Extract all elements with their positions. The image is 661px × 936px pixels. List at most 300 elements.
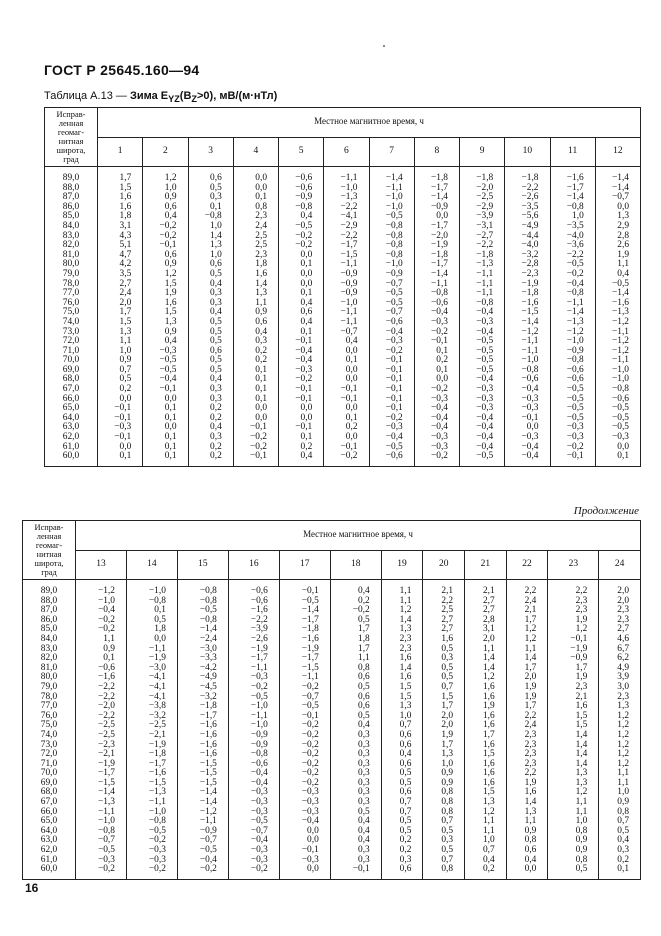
table-cell: 0,7 xyxy=(441,816,454,827)
latitude-value: 62,0 xyxy=(62,432,80,443)
table-cell: −0,4 xyxy=(295,355,313,366)
table-cell: −0,3 xyxy=(159,345,177,356)
table-cell: −1,1 xyxy=(340,307,358,318)
table-cell: 0,0 xyxy=(255,173,267,183)
table-cell: 0,4 xyxy=(210,422,222,433)
table-cell: 2,0 xyxy=(617,595,629,606)
hour-header: 15 xyxy=(177,550,228,580)
table-cell: 0,2 xyxy=(210,412,222,423)
table-cell: −0,2 xyxy=(301,720,319,731)
table-cell: 0,1 xyxy=(164,403,177,414)
table-cell: 0,0 xyxy=(436,211,448,222)
table-cell: 0,0 xyxy=(345,374,358,385)
latitude-value: 87,0 xyxy=(62,192,80,203)
table-cell: 1,4 xyxy=(524,797,537,808)
table-cell: 0,7 xyxy=(441,681,454,692)
table-cell: 0,1 xyxy=(154,605,166,616)
table-cell: 0,0 xyxy=(524,864,537,875)
table-cell: 1,9 xyxy=(441,729,454,740)
hour-header-row xyxy=(23,550,641,580)
table-cell: −0,1 xyxy=(159,384,177,395)
table-cell: −1,0 xyxy=(340,297,358,308)
table-hours-1-12 xyxy=(44,107,641,467)
table-cell: 0,9 xyxy=(441,777,454,788)
table-cell: 0,3 xyxy=(358,758,370,769)
table-cell: −0,9 xyxy=(250,739,268,750)
table-cell: 1,4 xyxy=(399,662,412,673)
table-cell: 0,5 xyxy=(358,710,370,721)
table-cell: 0,4 xyxy=(358,720,370,731)
table-cell: −0,8 xyxy=(566,355,584,366)
table-cell: 0,8 xyxy=(441,797,454,808)
table-cell: −4,2 xyxy=(199,662,217,673)
latitude-value: 70,0 xyxy=(62,355,80,366)
latitude-value: 83,0 xyxy=(62,230,80,241)
table-cell: 1,1 xyxy=(399,586,412,596)
table-cell: 1,1 xyxy=(119,336,132,347)
table-cell: −0,1 xyxy=(385,374,403,385)
table-cell: 0,3 xyxy=(358,777,370,788)
table-cell: 0,7 xyxy=(399,720,412,731)
table-cell: −0,5 xyxy=(611,403,629,414)
table-cell: 1,0 xyxy=(164,182,177,193)
table-cell: 1,2 xyxy=(164,268,177,279)
table-cell: 0,3 xyxy=(210,393,222,404)
table-cell: −1,8 xyxy=(301,624,319,635)
table-cell: −1,0 xyxy=(250,701,268,712)
table-cell: −0,6 xyxy=(385,316,403,327)
table-cell: 0,1 xyxy=(300,432,313,443)
table-cell: −3,3 xyxy=(199,653,217,664)
table-cell: 4,6 xyxy=(617,633,629,644)
hour-header: 22 xyxy=(506,550,548,580)
hour-header: 20 xyxy=(423,550,465,580)
table-cell: 0,5 xyxy=(358,681,370,692)
table-cell: 0,9 xyxy=(164,192,177,203)
table-cell: 0,6 xyxy=(524,845,537,856)
table-cell: 1,7 xyxy=(524,701,537,712)
table-cell: −1,4 xyxy=(521,316,539,327)
latitude-value: 75,0 xyxy=(40,720,58,731)
table-cell: 1,9 xyxy=(164,288,177,299)
table-cell: 0,0 xyxy=(307,825,319,836)
table-cell: −0,1 xyxy=(114,403,132,414)
table-cell: 0,9 xyxy=(441,768,454,779)
table-cell: 1,6 xyxy=(482,768,495,779)
table-cell: 1,4 xyxy=(482,662,495,673)
table-cell: −1,6 xyxy=(566,173,584,183)
table-cell: 2,7 xyxy=(482,605,495,616)
table-cell: 0,1 xyxy=(255,384,267,395)
table-cell: 0,3 xyxy=(358,739,370,750)
table-cell: −2,1 xyxy=(148,729,166,740)
table-cell: −0,2 xyxy=(430,326,448,337)
table-cell: −1,3 xyxy=(566,316,584,327)
table-cell: 0,4 xyxy=(358,586,370,596)
table-cell: −1,4 xyxy=(566,192,584,203)
table-cell: −2,7 xyxy=(476,230,494,241)
table-cell: −1,0 xyxy=(97,595,115,606)
table-cell: −0,9 xyxy=(340,288,358,299)
table-cell: −0,3 xyxy=(301,797,319,808)
caption-mid: (B xyxy=(179,90,192,102)
table-cell: −1,4 xyxy=(97,787,115,798)
table-cell: 1,4 xyxy=(575,739,588,750)
table-cell: −2,2 xyxy=(250,614,268,625)
table-cell: −0,4 xyxy=(521,441,539,452)
table-cell: −1,3 xyxy=(97,797,115,808)
table-cell: 0,6 xyxy=(358,672,370,683)
table-cell: 0,6 xyxy=(358,701,370,712)
value-column xyxy=(228,580,279,880)
table-cell: 1,4 xyxy=(255,278,267,289)
hour-header: 2 xyxy=(143,137,188,167)
table-caption xyxy=(44,90,277,104)
table-cell: 0,1 xyxy=(300,259,313,270)
table-cell: −0,4 xyxy=(295,345,313,356)
table-cell: 1,3 xyxy=(482,797,495,808)
table-cell: −0,3 xyxy=(250,854,268,865)
table-cell: 0,5 xyxy=(119,374,132,385)
table-cell: −0,1 xyxy=(301,586,319,596)
table-cell: −0,4 xyxy=(250,835,268,846)
table-cell: 0,2 xyxy=(617,854,629,865)
table-cell: −0,6 xyxy=(250,595,268,606)
table-cell: −0,2 xyxy=(301,729,319,740)
table-cell: −4,1 xyxy=(148,672,166,683)
table-cell: −0,4 xyxy=(476,441,494,452)
table-cell: −3,9 xyxy=(250,624,268,635)
table-cell: −1,8 xyxy=(521,173,539,183)
table-cell: −0,2 xyxy=(301,749,319,760)
table-cell: 1,5 xyxy=(575,720,588,731)
table-cell: 0,4 xyxy=(399,749,412,760)
table-cell: −0,8 xyxy=(385,230,403,241)
value-column xyxy=(76,580,127,880)
table-cell: −0,6 xyxy=(97,662,115,673)
latitude-value: 63,0 xyxy=(62,422,80,433)
table-cell: 0,1 xyxy=(255,192,267,203)
table-cell: −1,8 xyxy=(430,249,448,260)
table-cell: −0,2 xyxy=(566,268,584,279)
table-cell: 1,3 xyxy=(399,701,412,712)
table-cell: −1,4 xyxy=(430,192,448,203)
latitude-value: 85,0 xyxy=(62,211,80,222)
table-cell: −2,6 xyxy=(521,192,539,203)
table-cell: −4,9 xyxy=(521,220,539,231)
latitude-value: 69,0 xyxy=(62,364,80,375)
table-cell: 1,6 xyxy=(164,297,177,308)
table-cell: 1,3 xyxy=(617,701,629,712)
table-cell: −3,8 xyxy=(148,701,166,712)
value-column xyxy=(126,580,177,880)
hour-header: 19 xyxy=(381,550,423,580)
table-cell: −1,9 xyxy=(250,643,268,654)
table-cell: 0,1 xyxy=(255,364,267,375)
latitude-value: 87,0 xyxy=(40,605,58,616)
table-cell: −1,7 xyxy=(97,768,115,779)
table-cell: 0,5 xyxy=(441,845,454,856)
table-cell: −0,8 xyxy=(199,595,217,606)
table-cell: −1,5 xyxy=(199,768,217,779)
table-cell: 1,2 xyxy=(482,806,495,817)
table-cell: −1,8 xyxy=(476,249,494,260)
table-cell: 0,6 xyxy=(210,345,222,356)
table-cell: −1,7 xyxy=(148,758,166,769)
table-cell: 4,9 xyxy=(617,662,629,673)
table-cell: 2,0 xyxy=(119,297,132,308)
table-cell: −4,0 xyxy=(521,240,539,251)
table-cell: −0,1 xyxy=(521,412,539,423)
latitude-value: 82,0 xyxy=(62,240,80,251)
table-cell: 0,3 xyxy=(358,787,370,798)
table-cell: −0,1 xyxy=(301,710,319,721)
table-cell: 2,3 xyxy=(399,633,412,644)
table-cell: −0,2 xyxy=(97,624,115,635)
value-column xyxy=(279,580,330,880)
table-cell: −1,0 xyxy=(148,806,166,817)
value-column xyxy=(595,167,640,467)
table-cell: −0,5 xyxy=(611,412,629,423)
latitude-value: 85,0 xyxy=(40,624,58,635)
table-cell: 2,3 xyxy=(399,643,412,654)
table-cell: 0,5 xyxy=(154,614,166,625)
latitude-value: 88,0 xyxy=(40,595,58,606)
table-cell: 1,3 xyxy=(399,624,412,635)
table-cell: −2,5 xyxy=(476,192,494,203)
table-cell: −1,5 xyxy=(97,777,115,788)
table-cell: −1,0 xyxy=(97,816,115,827)
table-cell: −0,4 xyxy=(566,278,584,289)
table-cell: −1,0 xyxy=(385,192,403,203)
table-cell: 1,4 xyxy=(482,653,495,664)
table-cell: −0,3 xyxy=(611,432,629,443)
table-cell: −0,5 xyxy=(148,825,166,836)
table-cell: −0,4 xyxy=(430,412,448,423)
table-cell: 2,2 xyxy=(524,710,537,721)
table-cell: 3,9 xyxy=(617,672,629,683)
table-cell: 2,7 xyxy=(119,278,132,289)
latitude-value: 71,0 xyxy=(40,758,58,769)
table-cell: 1,6 xyxy=(441,633,454,644)
table-cell: −2,3 xyxy=(521,268,539,279)
table-cell: −0,3 xyxy=(301,806,319,817)
table-cell: 1,7 xyxy=(524,662,537,673)
table-cell: 0,0 xyxy=(300,268,313,279)
table-cell: 0,5 xyxy=(441,672,454,683)
table-cell: −0,4 xyxy=(430,307,448,318)
table-cell: 2,0 xyxy=(441,720,454,731)
table-cell: 0,9 xyxy=(119,355,132,366)
table-cell: −0,1 xyxy=(295,384,313,395)
table-cell: 2,3 xyxy=(524,739,537,750)
table-cell: 0,0 xyxy=(617,441,629,452)
table-cell: 0,8 xyxy=(441,806,454,817)
table-cell: 0,1 xyxy=(164,441,177,452)
table-cell: 0,3 xyxy=(358,854,370,865)
table-cell: −1,1 xyxy=(385,182,403,193)
table-cell: 1,6 xyxy=(255,268,267,279)
table-cell: −0,1 xyxy=(385,355,403,366)
table-cell: −1,4 xyxy=(385,173,403,183)
table-cell: −0,5 xyxy=(566,384,584,395)
latitude-value: 75,0 xyxy=(62,307,80,318)
table-cell: −1,2 xyxy=(611,316,629,327)
table-cell: −2,2 xyxy=(566,249,584,260)
table-cell: −0,2 xyxy=(385,345,403,356)
table-cell: −0,2 xyxy=(340,451,358,462)
table-cell: 2,7 xyxy=(482,595,495,606)
table-cell: −1,7 xyxy=(340,240,358,251)
table-cell: 1,4 xyxy=(399,614,412,625)
table-cell: −1,1 xyxy=(611,326,629,337)
table-cell: −0,5 xyxy=(250,691,268,702)
value-column xyxy=(143,167,188,467)
table-cell: 1,0 xyxy=(210,220,222,231)
table-cell: −0,5 xyxy=(476,364,494,375)
table-cell: −1,1 xyxy=(476,278,494,289)
table-cell: −0,1 xyxy=(570,633,588,644)
table-cell: −0,5 xyxy=(385,211,403,222)
table-cell: 1,4 xyxy=(210,230,222,241)
table-cell: −0,8 xyxy=(97,825,115,836)
latitude-value: 65,0 xyxy=(62,403,80,414)
table-cell: −0,5 xyxy=(476,345,494,356)
latitude-value: 67,0 xyxy=(40,797,58,808)
latitude-value: 64,0 xyxy=(40,825,58,836)
table-cell: 0,5 xyxy=(358,806,370,817)
table-cell: −0,3 xyxy=(301,787,319,798)
table-cell: 1,7 xyxy=(119,307,132,318)
table-cell: 1,2 xyxy=(575,624,588,635)
table-cell: −1,3 xyxy=(340,192,358,203)
hour-header: 1 xyxy=(98,137,143,167)
table-cell: −4,0 xyxy=(566,230,584,241)
table-cell: 0,0 xyxy=(119,441,132,452)
table-cell: −0,1 xyxy=(295,393,313,404)
table-cell: 0,7 xyxy=(617,816,629,827)
table-cell: −0,5 xyxy=(476,451,494,462)
table-cell: −0,5 xyxy=(301,595,319,606)
latitude-value: 73,0 xyxy=(62,326,80,337)
table-cell: −0,1 xyxy=(249,451,267,462)
table-cell: 0,1 xyxy=(103,653,115,664)
table-cell: −1,4 xyxy=(611,182,629,193)
lat-header xyxy=(23,521,76,580)
table-cell: 0,1 xyxy=(119,451,132,462)
table-cell: −1,0 xyxy=(566,336,584,347)
latitude-value: 76,0 xyxy=(40,710,58,721)
table-cell: −0,5 xyxy=(566,403,584,414)
table-cell: 1,5 xyxy=(119,316,132,327)
table-cell: 1,9 xyxy=(617,249,629,260)
table-cell: −0,2 xyxy=(385,412,403,423)
value-column xyxy=(330,580,381,880)
table-cell: 0,1 xyxy=(617,451,629,462)
table-cell: 2,5 xyxy=(255,230,267,241)
table-cell: 1,4 xyxy=(575,729,588,740)
latitude-value: 89,0 xyxy=(62,173,80,183)
table-cell: 0,0 xyxy=(255,403,267,414)
hour-header: 8 xyxy=(414,137,459,167)
table-cell: 0,5 xyxy=(210,326,222,337)
table-cell: −1,7 xyxy=(301,653,319,664)
table-cell: −0,7 xyxy=(385,307,403,318)
hour-header: 7 xyxy=(369,137,414,167)
table-cell: −0,2 xyxy=(301,777,319,788)
table-cell: 3,1 xyxy=(119,220,132,231)
table-cell: 0,0 xyxy=(345,432,358,443)
latitude-value: 60,0 xyxy=(62,451,80,462)
table-cell: 1,9 xyxy=(524,777,537,788)
table-cell: 1,9 xyxy=(524,681,537,692)
table-cell: −3,9 xyxy=(476,211,494,222)
table-cell: 2,4 xyxy=(255,220,267,231)
table-cell: −0,6 xyxy=(521,374,539,385)
table-cell: −0,1 xyxy=(385,384,403,395)
table-cell: −0,5 xyxy=(385,441,403,452)
table-cell: 1,6 xyxy=(399,672,412,683)
table-cell: −1,1 xyxy=(340,173,358,183)
table-cell: 0,2 xyxy=(436,355,448,366)
table-cell: 2,8 xyxy=(482,614,495,625)
table-cell: 2,7 xyxy=(617,624,629,635)
table-cell: −1,2 xyxy=(611,345,629,356)
table-cell: −0,1 xyxy=(352,864,370,875)
table-cell: −0,3 xyxy=(521,393,539,404)
table-cell: −0,7 xyxy=(301,691,319,702)
table-cell: −1,1 xyxy=(148,643,166,654)
table-cell: 0,4 xyxy=(617,835,629,846)
table-cell: 0,4 xyxy=(482,854,495,865)
caption-label: Таблица А.13 — xyxy=(44,90,130,102)
table-cell: −0,8 xyxy=(199,614,217,625)
table-cell: 2,2 xyxy=(441,595,454,606)
table-cell: 1,7 xyxy=(482,729,495,740)
table-cell: −1,6 xyxy=(250,605,268,616)
table-cell: 1,9 xyxy=(575,672,588,683)
table-cell: 1,8 xyxy=(255,259,267,270)
latitude-value: 71,0 xyxy=(62,345,80,356)
table-cell: 0,6 xyxy=(358,691,370,702)
caption-sub: YZ xyxy=(168,94,180,105)
table-cell: 0,3 xyxy=(358,729,370,740)
table-cell: −1,8 xyxy=(430,173,448,183)
table-cell: 0,5 xyxy=(441,643,454,654)
table-cell: 2,8 xyxy=(617,230,629,241)
table-cell: 2,5 xyxy=(441,605,454,616)
table-cell: 0,5 xyxy=(399,768,412,779)
table-cell: −1,6 xyxy=(199,729,217,740)
table-cell: −0,3 xyxy=(430,393,448,404)
table-cell: 0,0 xyxy=(255,182,267,193)
table-cell: 2,0 xyxy=(617,586,629,596)
table-cell: 1,2 xyxy=(164,173,177,183)
table-cell: 0,6 xyxy=(210,259,222,270)
latitude-value: 77,0 xyxy=(40,701,58,712)
table-cell: 4,7 xyxy=(119,249,132,260)
table-cell: 0,7 xyxy=(119,364,132,375)
latitude-value: 78,0 xyxy=(62,278,80,289)
table-cell: −2,6 xyxy=(250,633,268,644)
table-cell: 1,6 xyxy=(482,758,495,769)
table-cell: −0,5 xyxy=(250,816,268,827)
hour-header: 14 xyxy=(126,550,177,580)
table-cell: 4,3 xyxy=(119,230,132,241)
table-cell: −1,8 xyxy=(521,288,539,299)
table-cell: −1,1 xyxy=(430,278,448,289)
table-cell: 1,1 xyxy=(482,816,495,827)
